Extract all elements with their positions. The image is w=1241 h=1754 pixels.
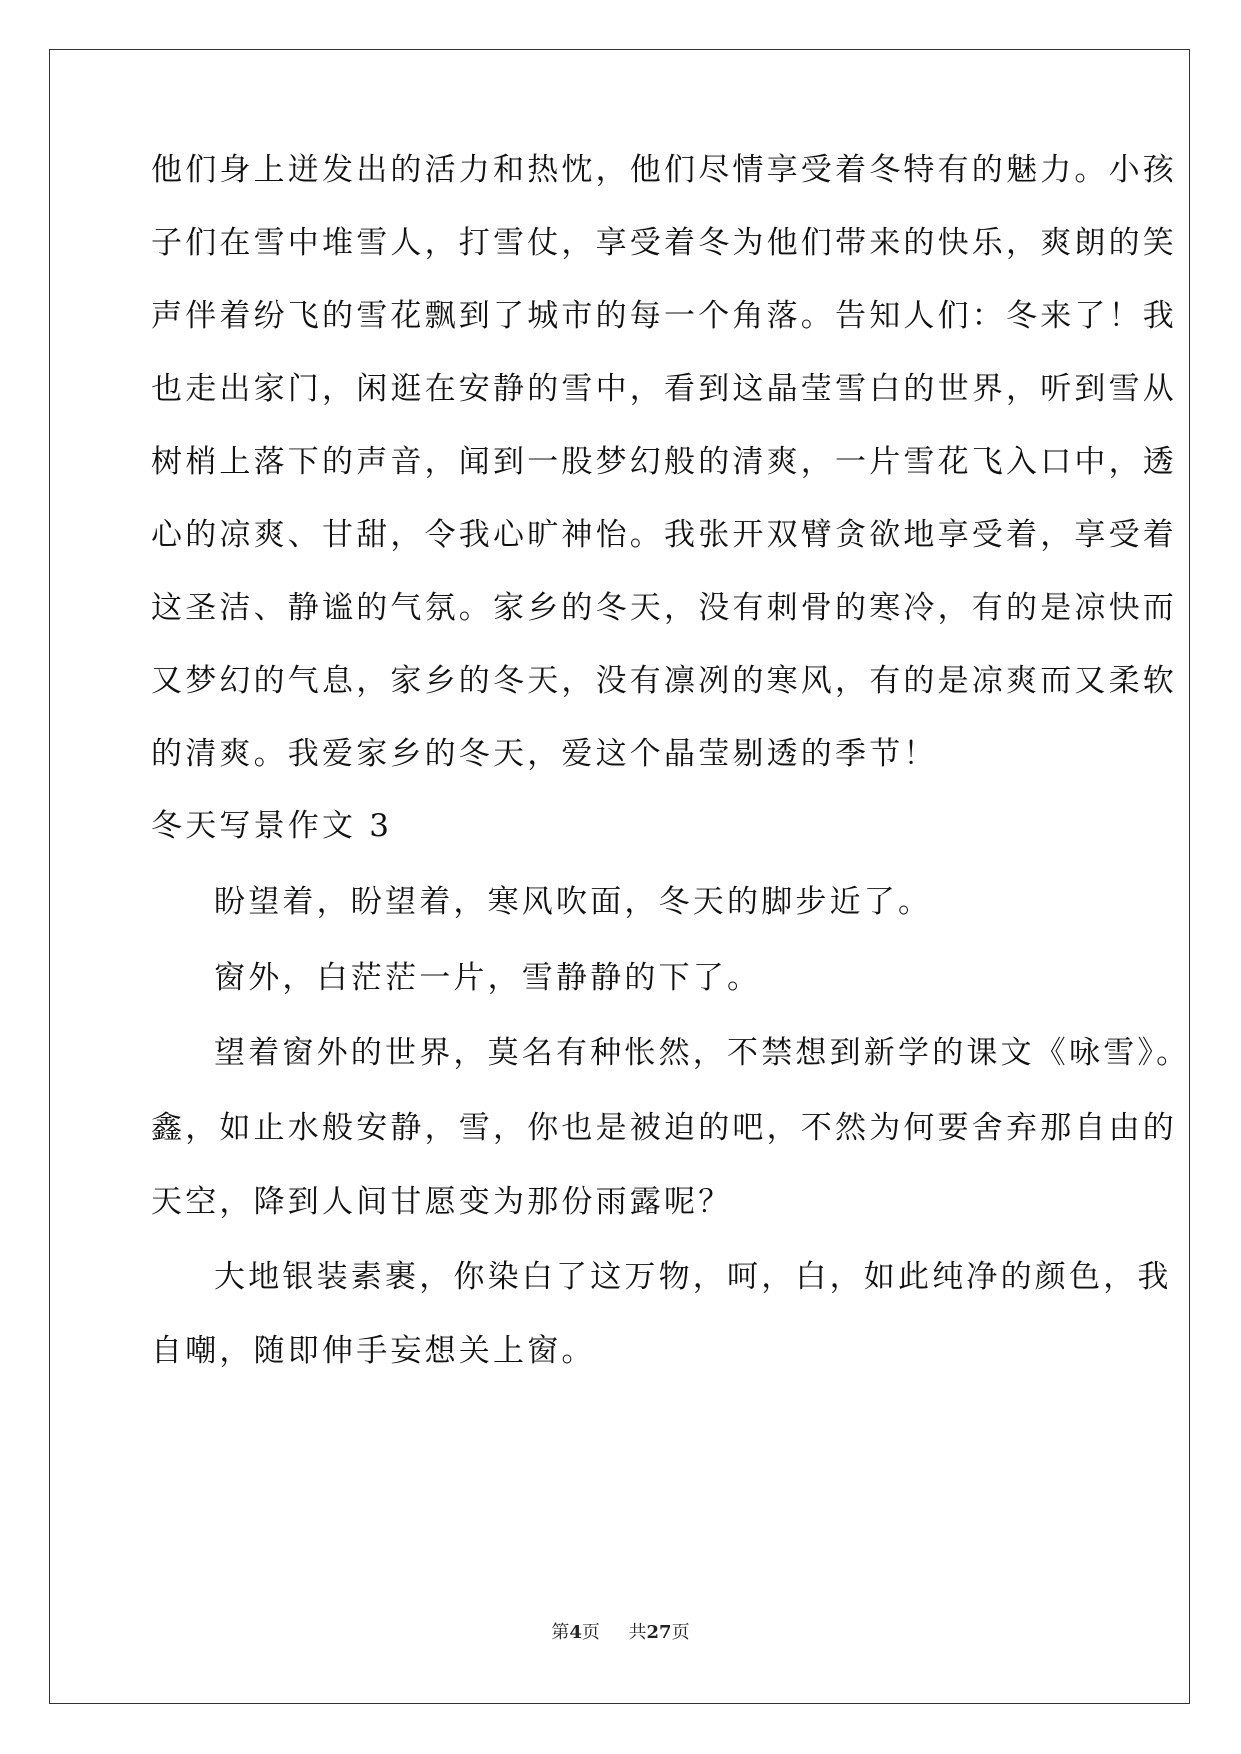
paragraph-line: 声伴着纷飞的雪花飘到了城市的每一个角落。告知人们：冬来了！我 [151,298,1177,334]
paragraph-line: 大地银装素裹，你染白了这万物，呵，白，如此纯净的颜色，我 [214,1259,1172,1295]
footer-total-suffix: 页 [671,1622,690,1643]
paragraph-line: 望着窗外的世界，莫名有种怅然，不禁想到新学的课文《咏雪》。 [214,1035,1191,1071]
current-page-number: 4 [569,1622,582,1643]
paragraph-line: 这圣洁、静谧的气氛。家乡的冬天，没有刺骨的寒冷，有的是凉快而 [151,590,1177,626]
page-footer [0,1618,1241,1644]
paragraph-line: 子们在雪中堆雪人，打雪仗，享受着冬为他们带来的快乐，爽朗的笑 [151,225,1177,261]
paragraph-line: 也走出家门，闲逛在安静的雪中，看到这晶莹雪白的世界，听到雪从 [151,371,1177,407]
paragraph-line: 自嘲，随即伸手妄想关上窗。 [151,1333,596,1369]
paragraph-line: 他们身上迸发出的活力和热忱，他们尽情享受着冬特有的魅力。小孩 [151,152,1177,188]
footer-prefix: 第 [551,1622,570,1643]
paragraph-line: 鑫，如止水般安静，雪，你也是被迫的吧，不然为何要舍弃那自由的 [151,1110,1177,1146]
footer-page-word: 页 [581,1622,600,1643]
section-heading: 冬天写景作文 3 [151,808,393,844]
paragraph-line: 天空，降到人间甘愿变为那份雨露呢？ [151,1184,733,1220]
paragraph-line: 树梢上落下的声音，闻到一股梦幻般的清爽，一片雪花飞入口中，透 [151,444,1177,480]
paragraph-line: 窗外，白茫茫一片，雪静静的下了。 [214,960,762,996]
footer-total-prefix: 共 [628,1622,647,1643]
paragraph-line: 心的凉爽、甘甜，令我心旷神怡。我张开双臂贪欲地享受着，享受着 [151,517,1177,553]
paragraph-line: 的清爽。我爱家乡的冬天，爱这个晶莹剔透的季节！ [151,736,938,772]
paragraph-line: 盼望着，盼望着，寒风吹面，冬天的脚步近了。 [214,884,933,920]
total-page-count: 27 [646,1622,672,1643]
paragraph-line: 又梦幻的气息，家乡的冬天，没有凛冽的寒风，有的是凉爽而又柔软 [151,663,1177,699]
